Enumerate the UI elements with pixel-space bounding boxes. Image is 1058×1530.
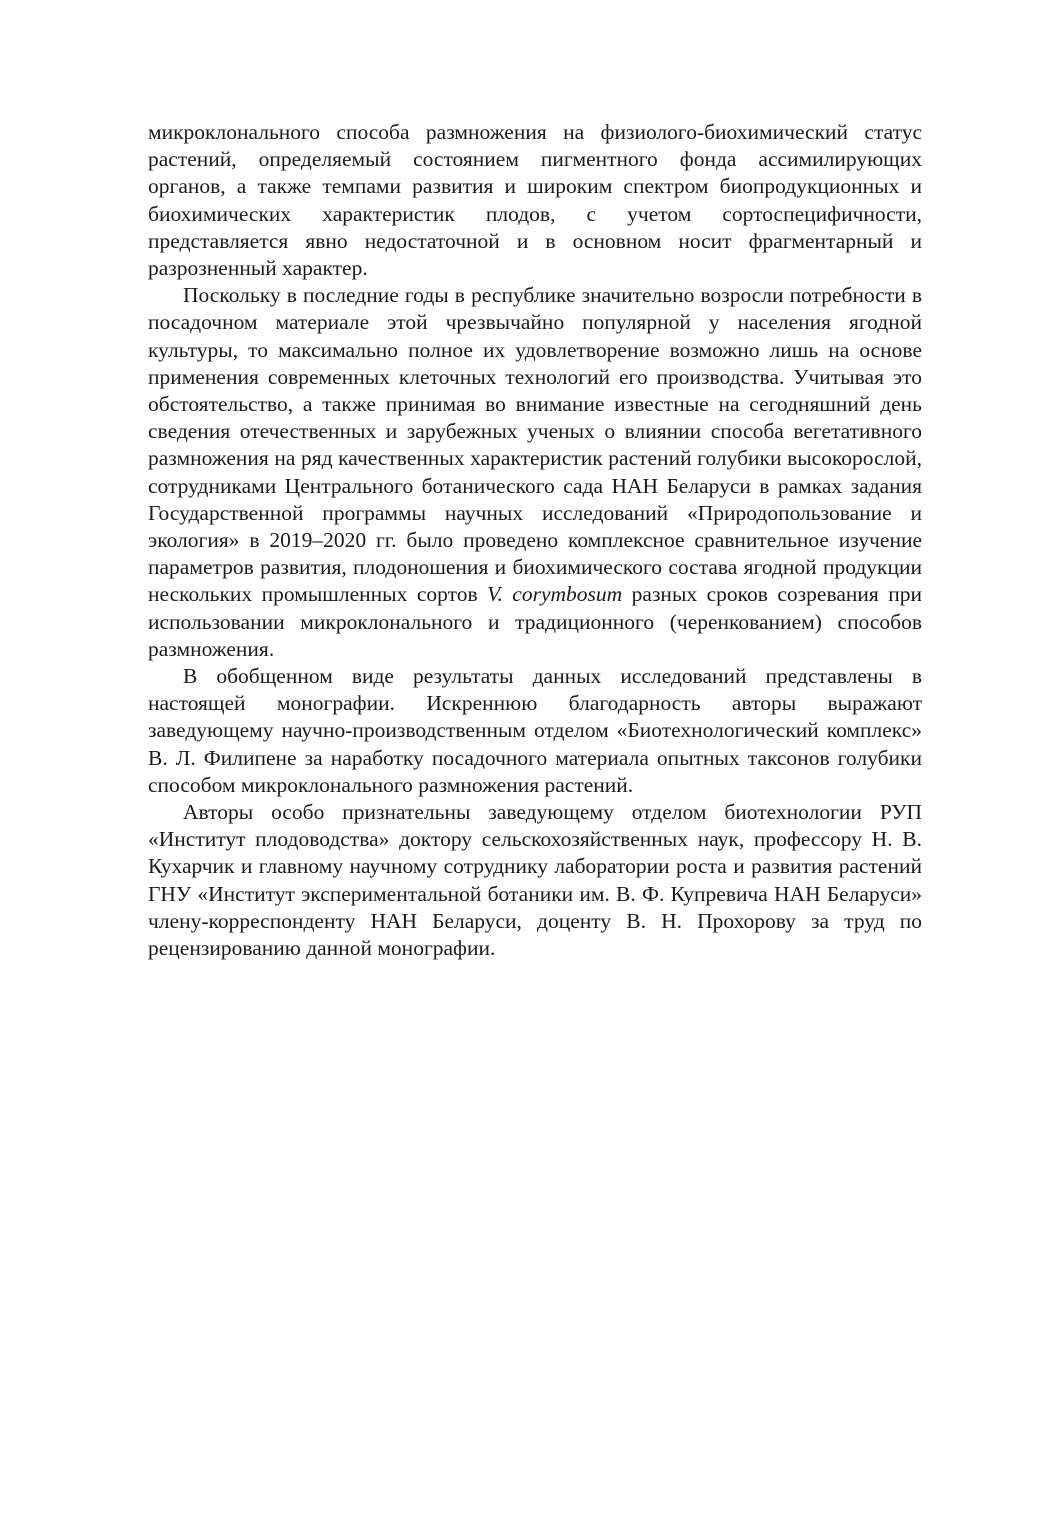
paragraph-4: Авторы особо признательны заведующему отделом биотехнологии РУП «Институт плодоводства» доктору сельскохозяйственных наук, профессору Н. В. Кухарчик и главному научному сотруднику лаборатории роста и развития растений ГНУ «Институт экспериментальной ботаники им. В. Ф. Купревича НАН Беларуси» члену-корреспонденту НАН Беларуси, доценту В. Н. Прохорову за труд по рецензированию данной монографии. xyxy=(148,800,922,961)
paragraph-2-text-after: разных сроков созревания при использовании микроклонального и традиционного (черенкованием) способов размножения. xyxy=(148,582,923,661)
paragraph-1: микроклонального способа размножения на физиолого-биохимический статус растений, определяемый состоянием пигментного фонда ассимилирующих органов, а также темпами развития и широким спектром биопродукционных и биохимических характеристик плодов, с учетом сортоспецифичности, представляется явно недостаточной и в основном носит фрагментарный и разрозненный характер. xyxy=(148,120,922,281)
document-page xyxy=(148,119,922,962)
paragraph-2 xyxy=(148,282,922,663)
paragraph-2-text-before: Поскольку в последние годы в республике значительно возросли потребности в посадочном материале этой чрезвычайно популярной у населения ягодной культуры, то максимально полное их удовлетворение возможно лишь на основе применения современных клеточных технологий его производства. Учитывая это обстоятельство, а также принимая во внимание известные на сегодняшний день сведения отечественных и зарубежных ученых о влиянии способа вегетативного размножения на ряд качественных характеристик растений голубики высокорослой, сотрудниками Центрального ботанического сада НАН Беларуси в рамках задания Государственной программы научных исследований «Природопользование и экология» в 2019–2020 гг. было проведено комплексное сравнительное изучение параметров развития, плодоношения и биохимического состава ягодной продукции нескольких промышленных сортов xyxy=(148,283,922,607)
species-name-italic: V. corymbosum xyxy=(487,582,623,607)
paragraph-3: В обобщенном виде результаты данных исследований представлены в настоящей монографии. Искреннюю благодарность авторы выражают заведующему научно-производственным отделом «Биотехнологический комплекс» В. Л. Филипене за наработку посадочного материала опытных таксонов голубики способом микроклонального размножения растений. xyxy=(148,664,922,797)
